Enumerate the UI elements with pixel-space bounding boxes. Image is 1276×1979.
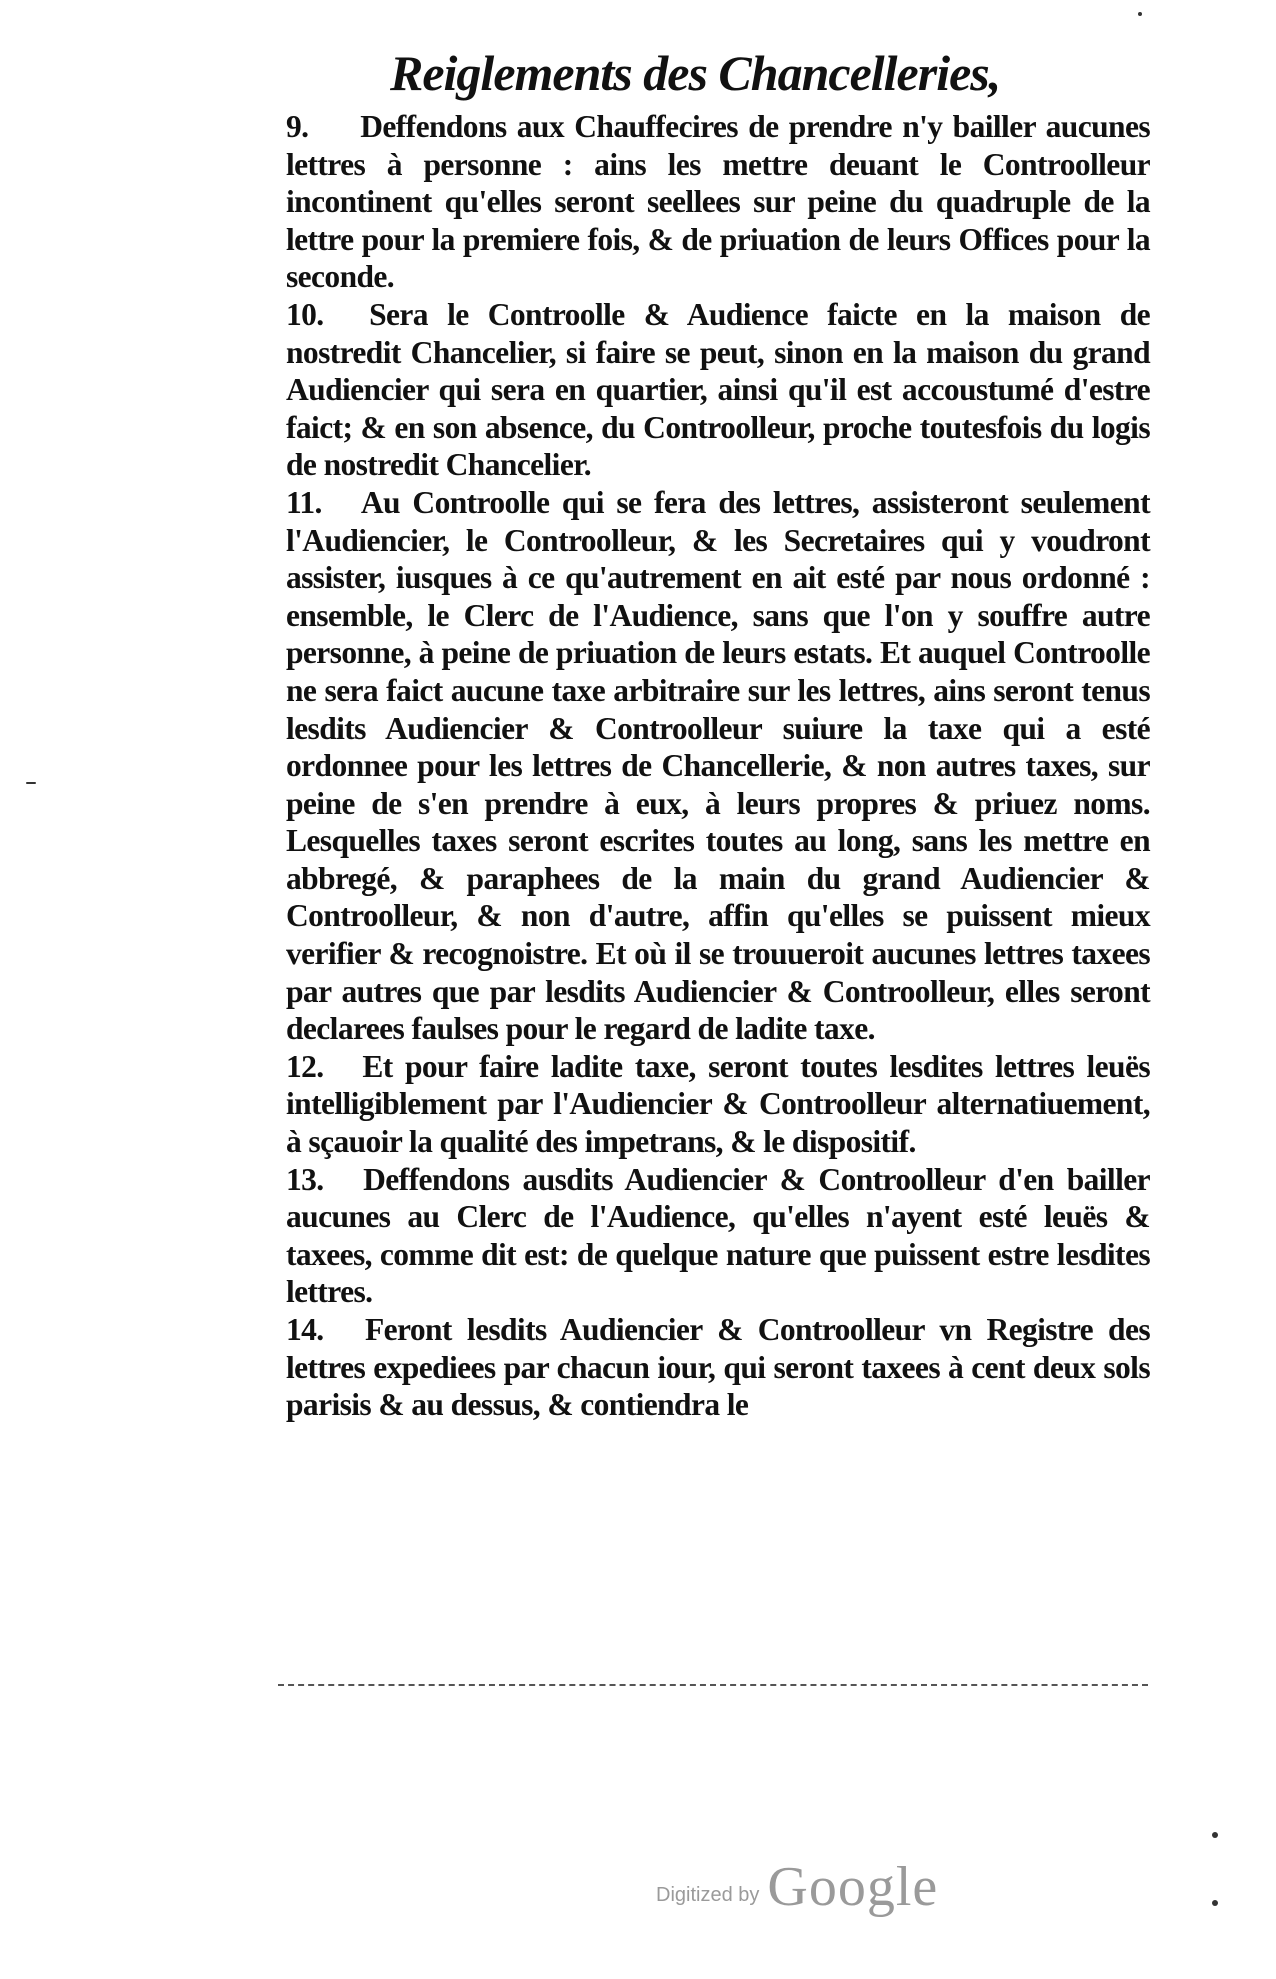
paragraph-text: Deffendons ausdits Audiencier & Controolleur d'en bailler aucunes au Clerc de l'Audience, qu'elles n'ayent esté leuës & taxees, comme dit est: de quelque nature que puissent estre lesdites lettres. <box>286 1161 1151 1310</box>
paragraph-text: Au Controolle qui se fera des lettres, assisteront seulement l'Audiencier, le Controolleur, & les Secretaires qui y voudront assister, iusques à ce qu'autrement en ait esté par nous ordonné : ensemble, le Clerc de l'Audience, sans que l'on y souffre autre personne, à peine de priuation de leurs estats. Et auquel Controolle ne sera faict aucune taxe arbitraire sur les lettres, ains seront tenus lesdits Audiencier & Controolleur suiure la taxe qui a esté ordonnee pour les lettres de Chancellerie, & non autres taxes, sur peine de s'en prendre à eux, à leurs propres & priuez noms. Lesquelles taxes seront escrites toutes au long, sans les mettre en abbregé, & paraphees de la main du grand Audiencier & Controolleur, & non d'autre, affin qu'elles se puissent mieux verifier & recognoistre. Et où il se trouueroit aucunes lettres taxees par autres que par lesdits Audiencier & Controolleur, elles seront declarees faulses pour le regard de ladite taxe. <box>286 484 1150 1047</box>
paragraph-13 <box>286 1161 1150 1311</box>
watermark-prefix: Digitized by <box>656 1884 760 1906</box>
google-logo-text: Google <box>767 1856 939 1918</box>
page-bottom-rule <box>278 1684 1148 1686</box>
scan-speck <box>1212 1832 1218 1838</box>
scan-speck <box>26 782 36 784</box>
paragraph-11 <box>286 484 1150 1048</box>
paragraph-text: Sera le Controolle & Audience faicte en la maison de nostredit Chancelier, si faire se peut, sinon en la maison du grand Audiencier qui sera en quartier, ainsi qu'il est accoustumé d'estre faict; & en son absence, du Controolleur, proche toutesfois du logis de nostredit Chancelier. <box>286 296 1150 483</box>
paragraph-number: 13. <box>286 1161 324 1197</box>
paragraph-number: 11. <box>286 484 322 520</box>
paragraph-text: Feront lesdits Audiencier & Controolleur vn Registre des lettres expediees par chacun iour, qui seront taxees à cent deux sols parisis & au dessus, & contiendra le <box>286 1312 1150 1423</box>
paragraph-14 <box>286 1311 1150 1424</box>
paragraph-10 <box>286 296 1150 484</box>
paragraph-number: 9. <box>286 109 309 144</box>
paragraph-12 <box>286 1048 1150 1161</box>
scan-speck <box>1138 12 1142 16</box>
digitized-by-google-watermark <box>656 1855 938 1919</box>
paragraph-number: 10. <box>286 296 324 332</box>
body-text <box>286 108 1150 1424</box>
running-head: Reiglements des Chancelleries, <box>390 45 1001 101</box>
scan-speck <box>1212 1900 1218 1906</box>
paragraph-number: 12. <box>286 1048 324 1084</box>
paragraph-text: Et pour faire ladite taxe, seront toutes lesdites lettres leuës intelligiblement par l'Audiencier & Controolleur alternatiuement, à sçauoir la qualité des impetrans, & le dispositif. <box>286 1048 1151 1160</box>
paragraph-text: Deffendons aux Chauffecires de prendre n'y bailler aucunes lettres à personne : ains les mettre deuant le Controolleur incontinent qu'elles seront seellees sur peine du quadruple de la lettre pour la premiere fois, & de priuation de leurs Offices pour la seconde. <box>286 109 1150 295</box>
paragraph-9 <box>286 108 1150 296</box>
paragraph-number: 14. <box>286 1312 324 1347</box>
